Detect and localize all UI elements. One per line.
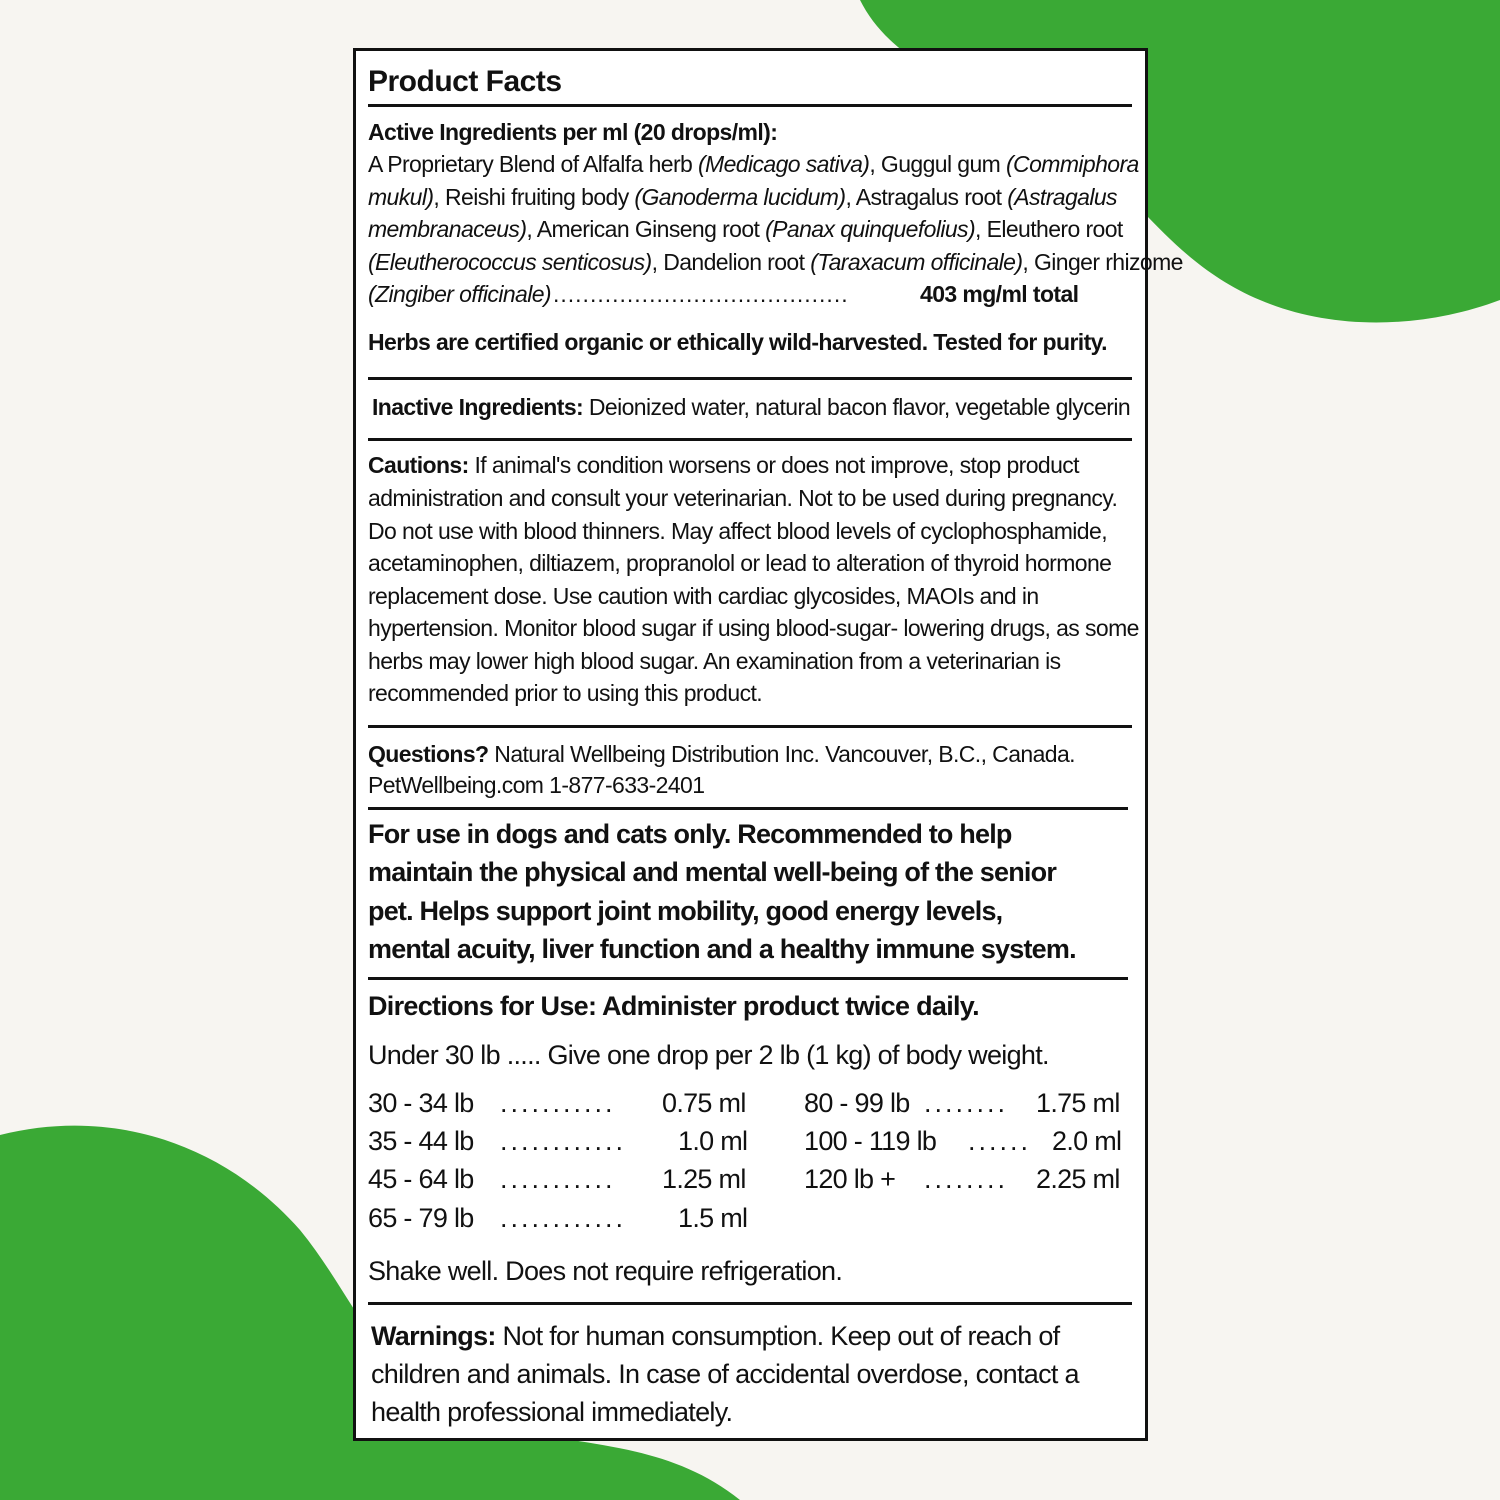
cautions-line: recommended prior to using this product. [368,680,763,706]
warnings-line: health professional immediately. [371,1397,733,1427]
cautions-line: Do not use with blood thinners. May affect blood levels of cyclophosphamide, [368,518,1107,544]
cautions-line: administration and consult your veterinarian. Not to be used during pregnancy. [368,485,1118,511]
dose-dots: ........... [500,1088,616,1118]
active-line-1: A Proprietary Blend of Alfalfa herb (Medicago sativa), Guggul gum (Commiphora [368,151,1139,177]
active-line-5: (Zingiber officinale) [368,281,551,307]
dose-range: 100 - 119 lb [804,1126,937,1156]
directions-heading: Directions for Use: Administer product twice daily. [368,991,979,1021]
dose-amount: 1.25 ml [662,1164,746,1194]
purity-note: Herbs are certified organic or ethically wild-harvested. Tested for purity. [368,329,1107,355]
cautions-line: herbs may lower high blood sugar. An examination from a veterinarian is [368,648,1061,674]
claim-line: pet. Helps support joint mobility, good energy levels, [368,896,1003,926]
directions-under-30: Under 30 lb ..... Give one drop per 2 lb (1 kg) of body weight. [368,1040,1049,1070]
warnings-line: children and animals. In case of accidental overdose, contact a [371,1359,1079,1389]
cautions-line-1: Cautions: If animal's condition worsens or does not improve, stop product [368,452,1079,478]
dose-amount: 2.0 ml [1052,1126,1122,1156]
label-title: Product Facts [368,65,562,98]
active-leader-dots: ........................................ [553,281,849,307]
active-line-3: membranaceus), American Ginseng root (Panax quinquefolius), Eleuthero root [368,216,1123,242]
dose-amount: 1.75 ml [1036,1088,1120,1118]
divider [368,104,1132,107]
product-facts-label [353,48,1183,1441]
claim-line: For use in dogs and cats only. Recommended to help [368,819,1012,849]
active-line-4: (Eleutherococcus senticosus), Dandelion root (Taraxacum officinale), Ginger rhizome [368,249,1183,275]
claim-line: maintain the physical and mental well-being of the senior [368,857,1057,887]
divider [368,807,1128,810]
divider [368,377,1132,380]
active-amount: 403 mg/ml total [920,281,1079,307]
questions-line-2: PetWellbeing.com 1-877-633-2401 [368,772,705,798]
shake-note: Shake well. Does not require refrigeration. [368,1256,843,1286]
divider [368,438,1132,441]
active-line-2: mukul), Reishi fruiting body (Ganoderma lucidum), Astragalus root (Astragalus [368,184,1117,210]
dose-dots: ............ [500,1203,627,1233]
cautions-line: hypertension. Monitor blood sugar if using blood-sugar- lowering drugs, as some [368,615,1139,641]
dose-dots: ........ [924,1088,1009,1118]
active-ingredients-heading: Active Ingredients per ml (20 drops/ml): [368,119,778,145]
dose-amount: 0.75 ml [662,1088,746,1118]
inactive-ingredients: Inactive Ingredients: Deionized water, natural bacon flavor, vegetable glycerin [372,394,1131,420]
dose-amount: 2.25 ml [1036,1164,1120,1194]
divider [368,977,1128,980]
cautions-line: replacement dose. Use caution with cardiac glycosides, MAOIs and in [368,583,1039,609]
warnings-line-1: Warnings: Not for human consumption. Keep out of reach of [371,1321,1060,1351]
divider [368,725,1132,728]
dose-dots: ............ [500,1126,627,1156]
dose-dots: ........... [500,1164,616,1194]
dose-amount: 1.5 ml [678,1203,748,1233]
cautions-line: acetaminophen, diltiazem, propranolol or lead to alteration of thyroid hormone [368,550,1112,576]
dose-range: 65 - 79 lb [368,1203,474,1233]
dose-dots: ...... [968,1126,1032,1156]
dose-range: 35 - 44 lb [368,1126,474,1156]
dose-range: 30 - 34 lb [368,1088,474,1118]
dose-range: 120 lb + [804,1164,896,1194]
questions-line-1: Questions? Natural Wellbeing Distribution Inc. Vancouver, B.C., Canada. [368,741,1075,767]
dose-range: 80 - 99 lb [804,1088,910,1118]
dose-amount: 1.0 ml [678,1126,748,1156]
divider [368,1302,1132,1305]
claim-line: mental acuity, liver function and a healthy immune system. [368,934,1076,964]
dose-range: 45 - 64 lb [368,1164,474,1194]
dose-dots: ........ [924,1164,1009,1194]
